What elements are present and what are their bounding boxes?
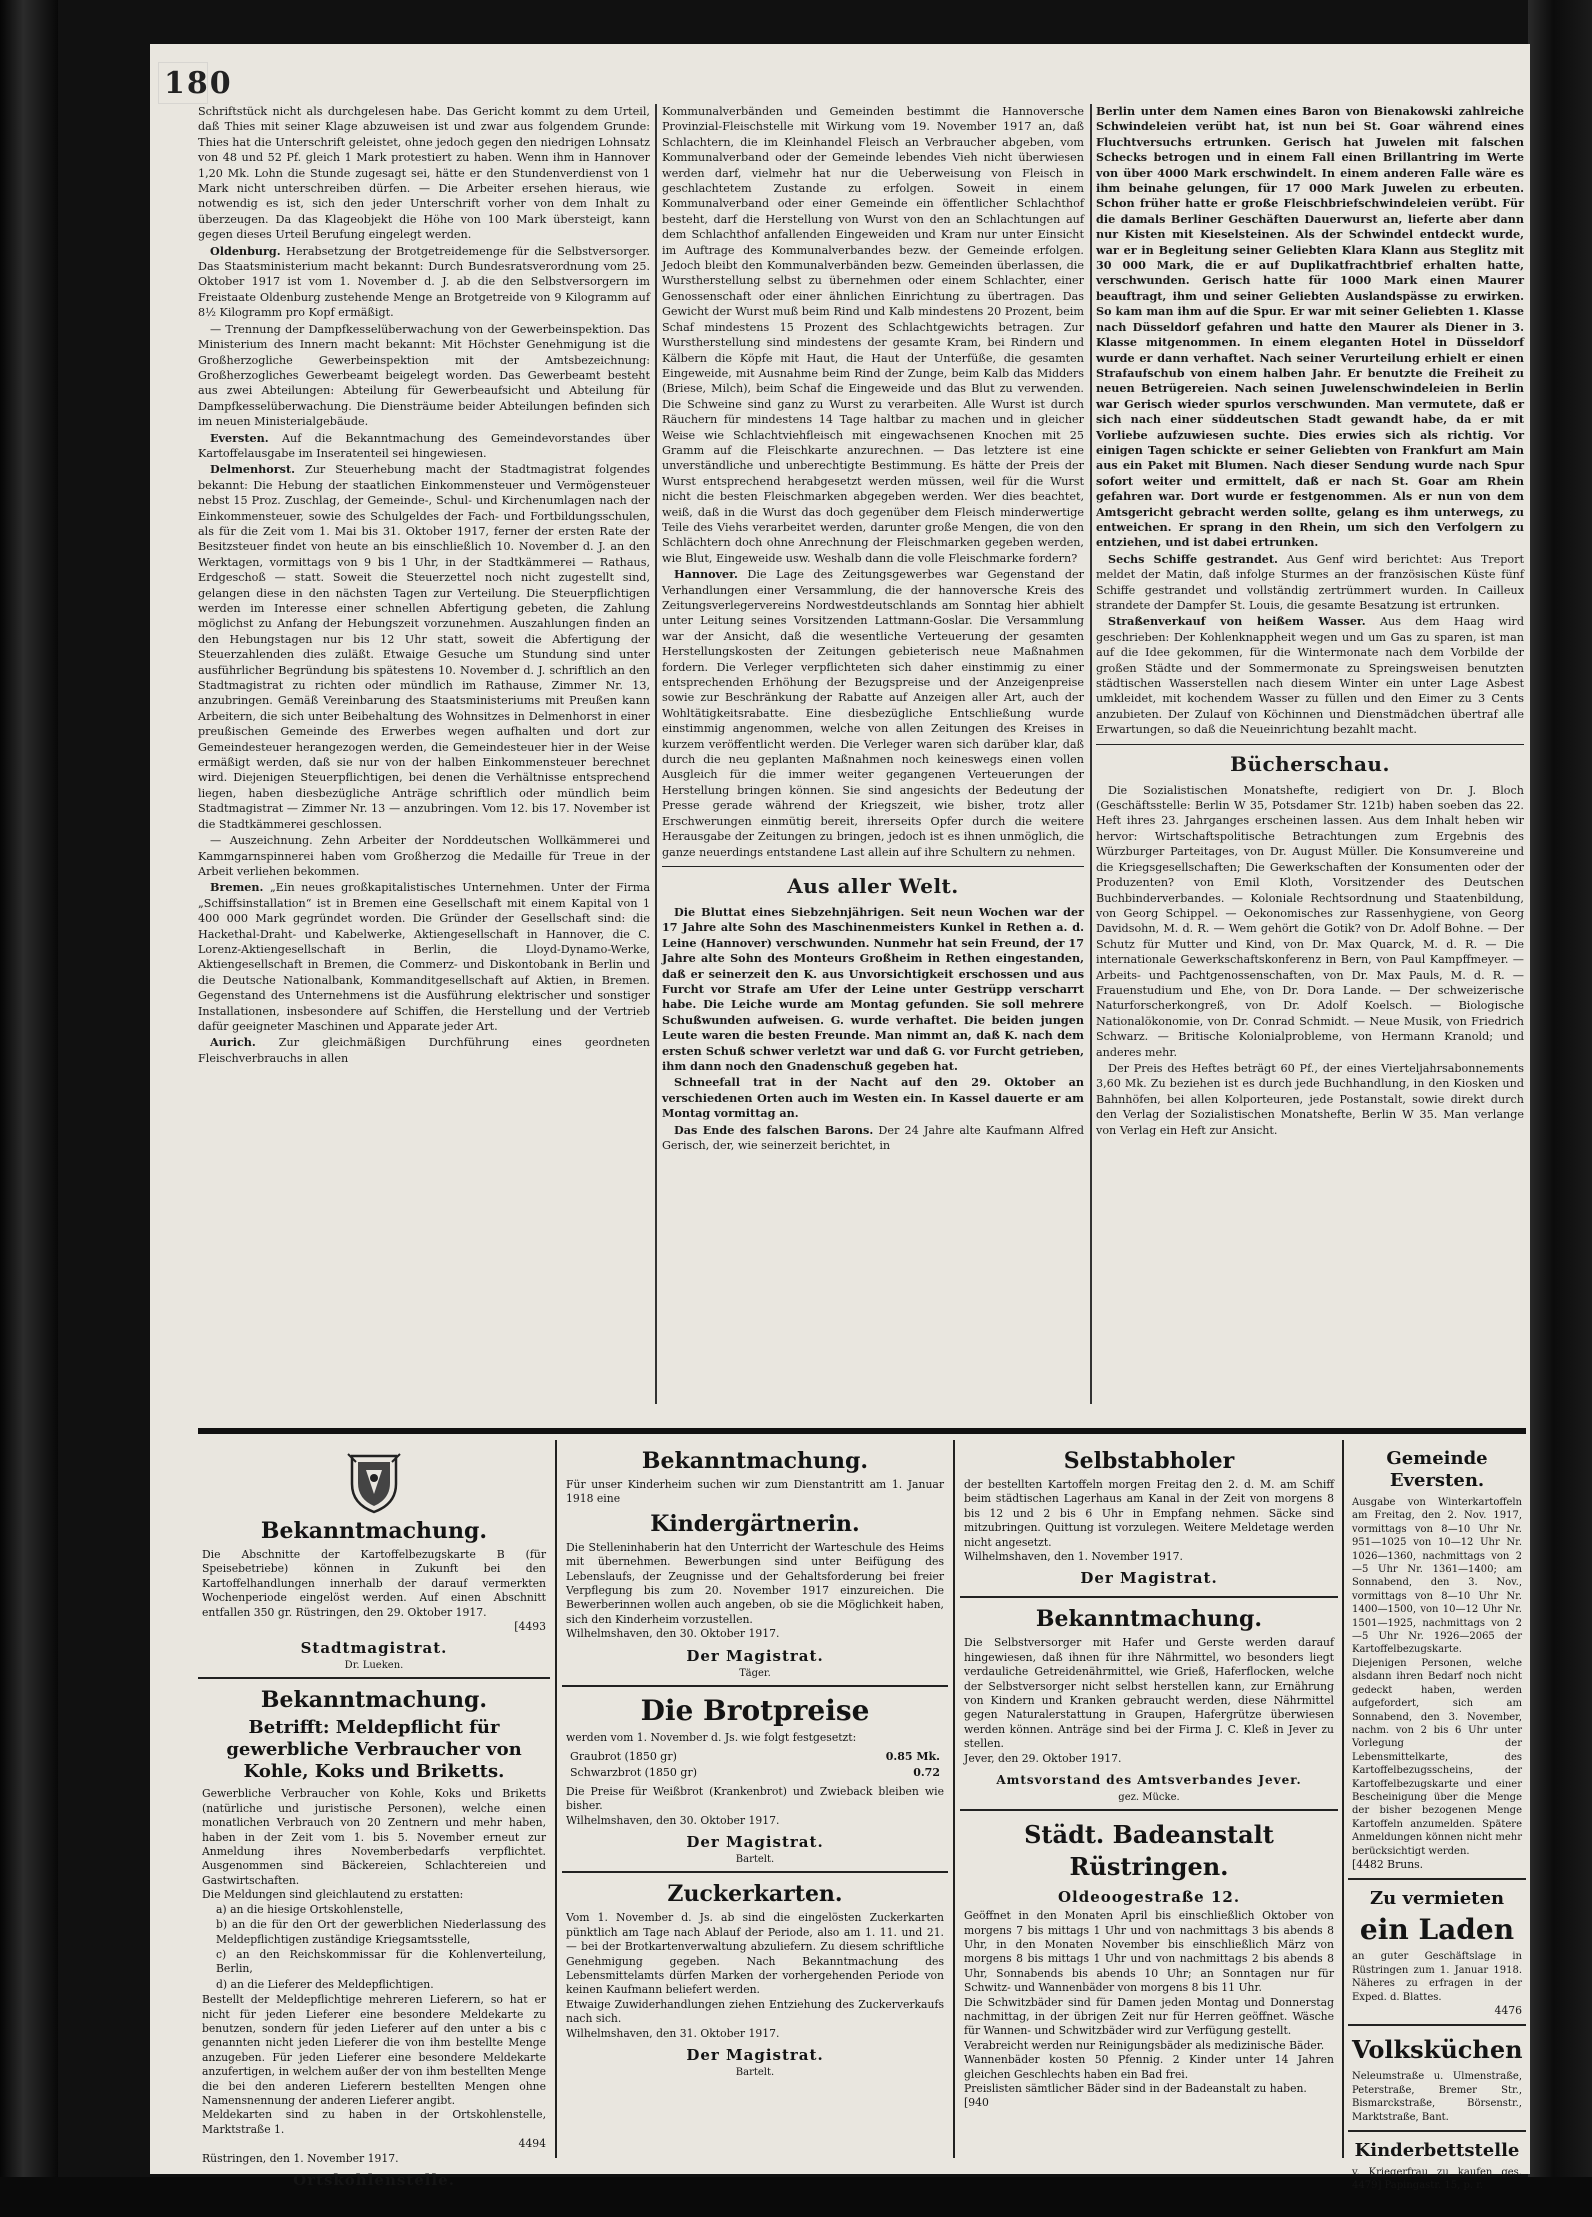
notice-text: Die Schwitzbäder sind für Damen jeden Montag und Donnerstag nachmittag, in der übrigen Zeit nur für Herren geöffnet. Wäsche für Wannen- und Schwitzbäder wird zur Verfügung gestellt.	[964, 1995, 1334, 2038]
column-1	[198, 104, 650, 1414]
notice-title: Bekanntmachung.	[641, 1448, 869, 1474]
ad-column-2	[562, 1440, 948, 2158]
notice-text: Die Selbstversorger mit Hafer und Gerste werden darauf hingewiesen, daß ihnen für ihre Nährmittel, wo besonders liegt verdauliche Getreidenährmittel, wie Grieß, Haferflocken, welche der Selbstversorger nicht selbst herstellen kann, zur Ernährung von Kindern und Kranken gebraucht werden, diese Nährmittel gegen Naturalerstattung in Graupen, Hafergrütze überwiesen werden können. Anträge sind bei der Firma J. C. Kleß in Jever zu stellen.	[964, 1636, 1334, 1751]
notice-place-date: Wilhelmshaven, den 30. Oktober 1917.	[566, 1813, 780, 1827]
section-rule	[1096, 744, 1524, 745]
ad-divider	[953, 1440, 955, 2158]
section-rule	[662, 866, 1084, 867]
notice-title: Bekanntmachung.	[260, 1687, 488, 1714]
article-paragraph: Bremen. „Ein neues großkapitalistisches Unternehmen. Unter der Firma „Schiffsinstallation“ ist in Bremen eine Gesellschaft mit einem Kapital von 1 400 000 Mark gegründet worden. Die Gründer der Gesellschaft sind: die Hackethal-Draht- und Kabelwerke, Aktiengesellschaft in Hannover, die C. Lorenz-Aktiengesellschaft in Berlin, die Lloyd-Dynamo-Werke, Aktiengesellschaft in Bremen, die Commerz- und Diskontobank in Berlin und die Deutsche Nationalbank, Kommanditgesellschaft auf Aktien, in Bremen. Gegenstand des Unternehmens ist die Ausführung elektrischer und sonstiger Installationen, insbesondere auf Schiffen, die Herstellung und der Vertrieb dafür geeigneter Maschinen und Apparate jeder Art.	[198, 880, 650, 1033]
article-paragraph: Die Bluttat eines Siebzehnjährigen. Seit neun Wochen war der 17 Jahre alte Sohn des Maschinenmeisters Kunkel in Rethen a. d. Leine (Hannover) verschwunden. Nunmehr hat sein Freund, der 17 Jahre alte Sohn des Monteurs Großheim in Rethen eingestanden, daß er seinerzeit den K. aus Unvorsichtigkeit erschossen und aus Furcht vor Strafe am Ufer der Leine unter Gestrüpp verscharrt habe. Die Leiche wurde am Montag gefunden. Sie soll mehrere Schußwunden aufweisen. G. wurde verhaftet. Die beiden jungen Leute waren die besten Freunde. Man nimmt an, daß K. nach dem ersten Schuß schwer verletzt war und daß G. vor Furcht getrieben, ihm dann noch den Gnadenschuß gegeben hat.	[662, 904, 1084, 1073]
article-paragraph: Schneefall trat in der Nacht auf den 29. Oktober an verschiedenen Orten auch im Westen ein. In Kassel dauerte er am Montag vormittag an.	[662, 1075, 1084, 1121]
ad-number	[1352, 1858, 1522, 1872]
ad-number-value: [4482	[1352, 1857, 1384, 1871]
notice-signer: Bartelt.	[735, 1854, 775, 1866]
notice-text: Wannenbäder kosten 50 Pfennig. 2 Kinder unter 14 Jahren gleichen Geschlechts haben ein Bad frei.	[964, 2053, 1334, 2081]
notice-block	[198, 1679, 550, 2198]
list-item: a) an die hiesige Ortskohlenstelle,	[216, 1902, 404, 1916]
table-row	[566, 1765, 944, 1781]
notice-text: Meldekarten sind zu haben in der Ortskohlenstelle, Marktstraße 1.	[202, 2108, 546, 2136]
notice-place-date: Rüstringen, den 1. November 1917.	[202, 2151, 399, 2165]
notice-subtitle: Oldeoogestraße 12.	[1057, 1888, 1241, 1907]
notice-title: Kindergärtnerin.	[650, 1510, 860, 1537]
article-paragraph: Die Sozialistischen Monatshefte, redigiert von Dr. J. Bloch (Geschäftsstelle: Berlin W 35, Potsdamer Str. 121b) haben soeben das 22. Heft ihres 23. Jahrganges erscheinen lassen. Aus dem Inhalt heben wir hervor: Wirtschaftspolitische Betrachtungen zum Ergebnis des Würzburger Parteitages, von Dr. August Müller. Die Konsumvereine und die Kriegsgesellschaften; Die Gewerkschaften der Konsumenten oder der Produzenten? von Emil Kloth, Vorsitzender des Deutschen Buchbinderverbandes. — Koloniale Rechtsordnung und Staatenbildung, von Georg Schippel. — Oekonomisches zur Rassenhygiene, von Georg Davidsohn, M. d. R. — Wem gehört die Gotik? von Dr. Adolf Bohne. — Der Schutz für Mutter und Kind, von Dr. Max Quarck, M. d. R. — Die internationale Gewerkschaftskonferenz in Bern, von Paul Kampffmeyer. — Arbeits- und Pachtgenossenschaften, von Dr. Max Pauls, M. d. R. — Frauenstudium und Ehe, von Dr. Dora Lande. — Der schweizerische Naturforscherkongreß, von Dr. Adolf Koelsch. — Biologische Nationalökonomie, von Dr. Conrad Schmidt. — Neue Musik, von Friedrich Schwarz. — Britische Kolonialprobleme, von Hermann Kranold; und anderes mehr.	[1096, 783, 1524, 1059]
notice-title: Bekanntmachung.	[260, 1518, 488, 1544]
notice-signer: Täger.	[739, 1667, 771, 1679]
notice-block	[960, 1440, 1338, 1598]
ad-divider	[1342, 1440, 1344, 2158]
notice-signature: Ortskohlenstelle.	[293, 2171, 455, 2189]
notice-list-head: Die Meldungen sind gleichlautend zu erstatten:	[202, 1888, 464, 1902]
notice-title: Städt. Badeanstalt Rüstringen.	[1024, 1820, 1274, 1882]
notice-block	[562, 1440, 948, 1687]
list-item: b) an die für den Ort der gewerblichen Niederlassung des Meldepflichtigen zuständige Kriegsamtsstelle,	[216, 1918, 546, 1946]
rental-ad	[1348, 1880, 1526, 2026]
notice-signature: Der Magistrat.	[1080, 1569, 1218, 1588]
column-3	[1096, 104, 1524, 1414]
ad-number: 4494	[518, 2137, 546, 2151]
price-label: Schwarzbrot (1850 gr)	[570, 1766, 698, 1780]
notice-text: Preislisten sämtlicher Bäder sind in der Badeanstalt zu haben.	[964, 2081, 1307, 2095]
notice-text: Vom 1. November d. Js. ab sind die eingelösten Zuckerkarten pünktlich am Tage nach Ablauf der Periode, also am 1. 11. und 21. — bei der Brotkartenverwaltung abzuliefern. Zu diesem schriftliche Genehmigung gegeben. Nach Bekanntmachung des Lebensmittelamts dürfen Marken der vorhergehenden Periode von keinen Kaufmann beliefert werden.	[566, 1911, 944, 1997]
table-row	[566, 1749, 944, 1765]
article-paragraph: Sechs Schiffe gestrandet. Aus Genf wird berichtet: Aus Treport meldet der Matin, daß infolge Sturmes an der französischen Küste fünf Schiffe gestrandet und vollständig zertrümmert wurden. In Cailleux strandete der Dampfer St. Louis, die gesamte Besatzung ist ertrunken.	[1096, 551, 1524, 612]
article-paragraph: Aurich. Zur gleichmäßigen Durchführung eines geordneten Fleischverbrauchs in allen	[198, 1035, 650, 1065]
classified-ad	[1348, 2132, 1526, 2199]
list-item: c) an den Reichskommissar für die Kohlenverteilung, Berlin,	[216, 1947, 546, 1976]
article-paragraph: Delmenhorst. Zur Steuerhebung macht der Stadtmagistrat folgendes bekannt: Die Hebung der staatlichen Einkommensteuer und Vermögensteuer nebst 15 Proz. Zuschlag, der Gemeinde-, Schul- und Kirchenumlagen nach der Einkommensteuer, sowie des Schulgeldes der Fach- und Fortbildungsschulen, als für die Zeit vom 1. Mai bis 31. Oktober 1917, ferner der ersten Rate der Besitzsteuer findet von heute an bis einschließlich 10. November d. J. an den Werktagen, vormittags von 9 bis 1 Uhr, in der Stadtkämmerei — Rathaus, Erdgeschoß — statt. Soweit die Steuerzettel noch nicht zugestellt sind, gelangen diese in den nächsten Tagen zur Verteilung. Die Steuerpflichtigen werden im Interesse einer schnellen Abfertigung gebeten, die Zahlung möglichst zu Anfang der Hebungszeit vorzunehmen. Auszahlungen finden an den Hebungstagen nur bis 12 Uhr statt, soweit die Abfertigung der Steuerzahlenden dies zuläßt. Etwaige Gesuche um Stundung sind unter ausführlicher Begründung bis spätestens 10. November d. J. schriftlich an den Stadtmagistrat zu richten oder mündlich im Rathause, Zimmer Nr. 13, anzubringen. Gemäß Vereinbarung des Staatsministeriums mit Preußen kann Arbeitern, die sich unter Beibehaltung des Wohnsitzes in Delmenhorst in einer preußischen Gemeinde des Erwerbes wegen aufhalten und dort zur Gemeindesteuer herangezogen werden, die Gemeindesteuer hier in der Weise ermäßigt werden, daß sie nur von der halben Einkommensteuer berechnet wird. Diejenigen Steuerpflichtigen, bei denen die Verhältnisse entsprechend liegen, haben diesbezügliche Anträge schriftlich oder mündlich beim Stadtmagistrat — Zimmer Nr. 13 — anzubringen. Vom 12. bis 17. November ist die Stadtkämmerei geschlossen.	[198, 462, 651, 831]
article-paragraph: Straßenverkauf von heißem Wasser. Aus dem Haag wird geschrieben: Der Kohlenknappheit wegen und um Gas zu sparen, ist man auf die Idee gekommen, für die Wintermonate nach dem Vorbilde der großen Städte und der Sommermonate zu Spreingsweisen benutzten städtischen Wasserstellen nach diesem Winter ein unter Lage Asbest umkleidet, mit kochendem Wasser zu füllen und den Eimer zu 3 Cents anzubieten. Der Zulauf von Köchinnen und Dienstmädchen übertraf alle Erwartungen, so daß die Neueinrichtung bezahlt macht.	[1096, 614, 1525, 737]
notice-place-date: Wilhelmshaven, den 30. Oktober 1917.	[566, 1627, 780, 1641]
ad-title: Kinderbettstelle	[1354, 2140, 1520, 2162]
section-heading: Bücherschau.	[1230, 751, 1390, 776]
notice-title: Selbstabholer	[1063, 1448, 1235, 1474]
notice-text: werden vom 1. November d. Js. wie folgt festgesetzt:	[566, 1730, 857, 1744]
price-label: Graubrot (1850 gr)	[570, 1750, 677, 1764]
price-value: 0.72	[913, 1766, 940, 1780]
price-value: 0.85 Mk.	[885, 1750, 940, 1764]
notice-text: Diejenigen Personen, welche alsdann ihren Bedarf noch nicht gedeckt haben, werden aufgefordert, sich am Sonnabend, den 3. November, nachm. von 2 bis 6 Uhr unter Vorlegung der Lebensmittelkarte, des Kartoffelbezugsscheins, der Kartoffelbezugskarte und einer Bescheinigung über die Menge der bisher bezogenen Menge Kartoffeln anzumelden. Spätere Anmeldungen können nicht mehr berücksichtigt werden.	[1352, 1657, 1522, 1857]
notice-text: Für unser Kinderheim suchen wir zum Dienstantritt am 1. Januar 1918 eine	[566, 1478, 944, 1506]
notice-signature: Der Magistrat.	[686, 1646, 824, 1665]
notice-text: Gewerbliche Verbraucher von Kohle, Koks und Briketts (natürliche und juristische Personen), welche einen monatlichen Verbrauch von 20 Zentnern und mehr haben, haben in der Zeit vom 1. bis 5. November erneut zur Anmeldung ihres Novemberbedarfs verpflichtet. Ausgenommen sind Bäckereien, Schlachtereien und Gastwirtschaften.	[202, 1787, 546, 1887]
advertisement-section	[198, 1428, 1526, 2192]
notice-signer: Dr. Lueken.	[344, 1660, 404, 1672]
article-paragraph: Oldenburg. Herabsetzung der Brotgetreidemenge für die Selbstversorger. Das Staatsministerium macht bekannt: Durch Bundesratsverordnung vom 25. Oktober 1917 ist vom 1. November d. J. ab die den Selbstversorgern im Freistaate Oldenburg zustehende Menge an Brotgetreide von 9 Kilogramm auf 8½ Kilogramm pro Kopf ermäßigt.	[198, 243, 650, 320]
notice-block	[562, 1687, 948, 1874]
notice-text: Geöffnet in den Monaten April bis einschließlich Oktober von morgens 7 bis mittags 1 Uhr und von nachmittags 3 bis abends 8 Uhr, in den Monaten November bis einschließlich März von morgens 8 bis mittags 1 Uhr und von nachmittags 2 bis abends 8 Uhr, Sonnabends bis abends 10 Uhr; an Sonntagen nur für Schwitz- und Wannenbäder von morgens 8 bis 11 Uhr.	[964, 1909, 1334, 1995]
notice-title: Gemeinde Eversten.	[1386, 1448, 1488, 1491]
article-paragraph: Das Ende des falschen Barons. Der 24 Jahre alte Kaufmann Alfred Gerisch, der, wie seinerzeit berichtet, in	[662, 1122, 1084, 1152]
list-item: d) an die Lieferer des Meldepflichtigen.	[216, 1977, 434, 1991]
column-divider	[655, 104, 657, 1404]
notice-text: Verabreicht werden nur Reinigungsbäder als medizinische Bäder.	[964, 2038, 1325, 2052]
ad-text: Neleumstraße u. Ulmenstraße, Peterstraße, Bremer Str., Bismarckstraße, Börsenstr., Marktstraße, Bant.	[1352, 2071, 1522, 2123]
article-paragraph: Der Preis des Heftes beträgt 60 Pf., der eines Vierteljahrsabonnements 3,60 Mk. Zu beziehen ist es durch jede Buchhandlung, in den Kiosken und Bahnhöfen, bei allen Kolporteuren, jede Postanstalt, sowie direkt durch den Verlag der Sozialistischen Monatshefte, Berlin W 35. Man verlange von Verlag ein Heft zur Ansicht.	[1096, 1061, 1524, 1137]
article-paragraph: Hannover. Die Lage des Zeitungsgewerbes war Gegenstand der Verhandlungen einer Versammlung, die der hannoversche Kreis des Zeitungsverlegervereins Nordwestdeutschlands am Sonntag hier abhielt unter Leitung seines Vorsitzenden Lattmann-Goslar. Die Versammlung war der Ansicht, daß die wesentliche Verteuerung der gesamten Herstellungskosten der Zeitungen gebieterisch neue Maßnahmen fordern. Die Verleger verpflichteten sich daher einstimmig zu einer entsprechenden Erhöhung der Bezugspreise und der Anzeigenpreise sowie zur Beschränkung der Rabatte auf Anzeigen aller Art, auch der Wohltätigkeitsrabatte. Eine diesbezügliche Entschließung wurde einstimmig angenommen, welche von allen Zeitungen des Kreises in kurzem veröffentlicht werden. Die Verleger waren sich darüber klar, daß durch die neu geplanten Maßnahmen noch keineswegs einen vollen Ausgleich für die immer weiter gegangenen Verteuerungen der Herstellung bringen können. Sie sind angesichts der Bedeutung der Presse gerade während der Kriegszeit, wie bisher, trotz aller Erschwerungen einmütig bereit, ihrerseits Opfer durch die weitere Herausgabe der Zeitungen zu bringen, jedoch ist es ihnen unmöglich, die ganze neuerdings entstandene Last allein auf ihre Schultern zu nehmen.	[662, 567, 1084, 859]
book-binding	[0, 0, 58, 2217]
notice-block	[960, 1811, 1338, 2117]
ad-number: 4476	[1494, 2004, 1522, 2017]
coat-of-arms-icon	[344, 1450, 404, 1514]
notice-text: Ausgabe von Winterkartoffeln am Freitag, den 2. Nov. 1917, vormittags von 8—10 Uhr Nr. 951—1025 von 10—12 Uhr Nr. 1026—1360, nachmittags von 2—5 Uhr Nr. 1361—1400; am Sonnabend, den 3. Nov., vormittags von 8—10 Uhr Nr. 1400—1500, von 10—12 Uhr Nr. 1501—1925, nachmittags von 2—5 Uhr Nr. 1926—2065 der Kartoffelbezugskarte.	[1352, 1497, 1522, 1656]
ad-column-3	[960, 1440, 1338, 2158]
notice-list	[202, 1903, 546, 1992]
ad-title: ein Laden	[1359, 1913, 1515, 1947]
notice-text: Die Preise für Weißbrot (Krankenbrot) und Zwieback bleiben wie bisher.	[566, 1785, 944, 1813]
ad-text: v. Kriegerfrau zu kaufen ges. 4479] Papingastr. 15, p. r.	[1352, 2167, 1522, 2192]
notice-place-date: Wilhelmshaven, den 1. November 1917.	[964, 1550, 1183, 1564]
notice-signer: gez. Mücke.	[1118, 1792, 1180, 1804]
newspaper-page	[150, 44, 1530, 2192]
volkskuechen-ad	[1348, 2026, 1526, 2132]
page-edge	[1528, 0, 1592, 2217]
notice-subtitle: Betrifft: Meldepflicht für gewerbliche Verbraucher von Kohle, Koks und Briketts.	[226, 1717, 522, 1783]
notice-block	[562, 1873, 948, 2084]
price-table	[566, 1749, 944, 1781]
notice-title: Bekanntmachung.	[1035, 1606, 1263, 1633]
notice-signature: Der Magistrat.	[686, 1833, 824, 1852]
notice-place-date: Wilhelmshaven, den 31. Oktober 1917.	[566, 2026, 780, 2040]
column-2	[662, 104, 1084, 1414]
article-paragraph: Berlin unter dem Namen eines Baron von Bienakowski zahlreiche Schwindeleien verübt hat, ist nun bei St. Goar während eines Fluchtversuchs ertrunken. Gerisch hat Juwelen mit falschen Schecks betrogen und in einem Fall einen Brillantring im Werte von über 4000 Mark erschwindelt. In einem anderen Falle wäre es ihm beinahe gelungen, für 17 000 Mark Juwelen zu erbeuten. Schon früher hatte er große Fleischbriefschwindeleien verübt. Für die damals Berliner Geschäften Dauerwurst an, lieferte aber dann nur Kisten mit Kieselsteinen. Als der Schwindel entdeckt wurde, war er in Begleitung seiner Geliebten Klara Klann aus Steglitz mit 30 000 Mark, die er auf Duplikatfrachtbrief erhalten hatte, verschwunden. Gerisch hatte für 1000 Mark einen Maurer beauftragt, ihm und seiner Geliebten Auslandspässe zu erwirken. So kam man ihm auf die Spur. Er war mit seiner Geliebten 1. Klasse nach Düsseldorf gefahren und hatte den Maurer als Diener in 3. Klasse mitgenommen. In einem eleganten Hotel in Düsseldorf wurde er dann verhaftet. Nach seiner Verurteilung erhielt er einen Strafaufschub von einem halben Jahr. Er benutzte die Freiheit zu neuen Betrügereien. Nach seinen Juwelenschwindeleien in Berlin war Gerisch wieder spurlos verschwunden. Man vermutete, daß er sich nach einer süddeutschen Stadt gewandt habe, da er mit Vorliebe aufzuwiesen suchte. Dies erwies sich als richtig. Vor einigen Tagen schickte er seiner Geliebten von Frankfurt am Main aus ein Paket mit Blumen. Nach dieser Sendung wurde nach Spur sofort weiter und ermittelt, daß er nach St. Goar am Rhein gefahren war. Dort wurde er festgenommen. Als er nun von dem Amtsgericht gebracht werden sollte, gelang es ihm unterwegs, zu entweichen. Er sprang in den Rhein, um sich den Verfolgern zu entziehen, und ist dabei ertrunken.	[1096, 104, 1524, 550]
page-number: 180	[164, 66, 233, 101]
notice-signer: Bruns.	[1387, 1857, 1424, 1871]
notice-text: Die Stelleninhaberin hat den Unterricht der Warteschule des Heims mit übernehmen. Bewerbungen sind unter Beifügung des Lebenslaufs, der Zeugnisse und der Gehaltsforderung bei freier Verpflegung bis zum 20. November 1917 einzureichen. Die Bewerberinnen wollen auch angeben, ob sie die Möglichkeit haben, sich den Kinderheim vorzustellen.	[566, 1540, 944, 1626]
column-divider	[1090, 104, 1092, 1404]
ad-title: Volksküchen	[1352, 2035, 1523, 2065]
ad-number: [940	[964, 2096, 989, 2110]
ad-number: [4493	[514, 1620, 546, 1634]
notice-signer: Bartelt.	[735, 2066, 775, 2078]
section-heading: Aus aller Welt.	[787, 873, 959, 898]
notice-block	[960, 1598, 1338, 1811]
ad-title: Zu vermieten	[1369, 1888, 1505, 1910]
ad-column-1	[198, 1440, 550, 2189]
notice-title: Die Brotpreise	[640, 1693, 870, 1727]
article-paragraph: Eversten. Auf die Bekanntmachung des Gemeindevorstandes über Kartoffelausgabe im Inseratenteil sei hingewiesen.	[198, 430, 650, 460]
article-paragraph: — Trennung der Dampfkesselüberwachung von der Gewerbeinspektion. Das Ministerium des Innern macht bekannt: Mit Höchster Genehmigung ist die Großherzogliche Gewerbeinspektion mit der Amtsbezeichnung: Großherzogliches Gewerbeamt beigelegt worden. Das Gewerbeamt besteht aus zwei Abteilungen: Abteilung für Gewerbeaufsicht und Abteilung für Dampfkesselüberwachung. Die Diensträume beider Abteilungen befinden sich im neuen Ministerialgebäude.	[198, 322, 650, 429]
notice-block	[198, 1440, 550, 1679]
notice-text: Etwaige Zuwiderhandlungen ziehen Entziehung des Zuckerverkaufs nach sich.	[566, 1997, 944, 2026]
notice-signature: Amtsvorstand des Amtsverbandes Jever.	[996, 1773, 1302, 1788]
notice-signature: Der Magistrat.	[686, 2045, 824, 2064]
notice-text: Bestellt der Meldepflichtige mehreren Lieferern, so hat er nicht für jeden Lieferer eine besondere Meldekarte zu benutzen, sondern für jeden Lieferer auf den unter a bis c genannten nicht jeden Lieferer die von ihm bestellte Menge anzugeben. Für jeden Lieferer eine besondere Meldekarte anzufertigen, in welchem außer der von ihm bestellten Menge die bei den anderen Lieferern bestellten Mengen ohne Namensnennung der anderen Lieferer angibt.	[202, 1993, 546, 2107]
ad-text: an guter Geschäftslage in Rüstringen zum 1. Januar 1918. Näheres zu erfragen in der Exped. d. Blattes.	[1352, 1951, 1522, 2003]
notice-signature: Stadtmagistrat.	[300, 1639, 448, 1658]
notice-title: Zuckerkarten.	[667, 1881, 843, 1908]
ad-divider	[555, 1440, 557, 2158]
notice-place-date: Jever, den 29. Oktober 1917.	[964, 1751, 1122, 1765]
notice-text: der bestellten Kartoffeln morgen Freitag den 2. d. M. am Schiff beim städtischen Lagerhaus am Kanal in der Zeit von morgens 8 bis 12 und 2 bis 6 Uhr in Empfang nehmen. Säcke sind mitzubringen. Quittung ist vorzulegen. Weitere Meldetage werden nicht angesetzt.	[964, 1478, 1334, 1549]
article-paragraph: — Auszeichnung. Zehn Arbeiter der Norddeutschen Wollkämmerei und Kammgarnspinnerei haben vom Großherzog die Medaille für Treue in der Arbeit verliehen bekommen.	[198, 834, 650, 878]
article-paragraph: Schriftstück nicht als durchgelesen habe. Das Gericht kommt zu dem Urteil, daß Thies mit seiner Klage abzuweisen ist und zwar aus folgendem Grunde: Thies hat die Unterschrift geleistet, ohne jedoch gegen den niedrigen Lohnsatz von 48 und 52 Pf. gleich 1 Mark protestiert zu haben. Wenn ihm in Hannover 1,20 Mk. Lohn die Stunde zugesagt sei, hätte er den Stundenverdienst von 1 Mark nicht unterschreiben dürfen. — Die Arbeiter ersehen hieraus, wie notwendig es ist, sich den jeder Unterschrift vorher von dem Inhalt zu überzeugen. Da das Klageobjekt die Höhe von 100 Mark übersteigt, kann gegen dieses Urteil Berufung eingelegt werden.	[198, 105, 650, 242]
ad-column-4	[1348, 1440, 1526, 2192]
notice-block	[1348, 1440, 1526, 1880]
article-paragraph: Kommunalverbänden und Gemeinden bestimmt die Hannoversche Provinzial-Fleischstelle mit Wirkung vom 19. November 1917 an, daß Schlachtern, die im Kleinhandel Fleisch an Verbraucher abgeben, vom Kommunalverband oder der Gemeinde lebendes Vieh nicht überwiesen werden darf, vielmehr hat nur die Ueberweisung von Fleisch in geschlachtetem Zustande zu erfolgen. Soweit in einem Kommunalverband oder einer Gemeinde ein öffentlicher Schlachthof besteht, darf die Herstellung von Wurst von den an Schlachtungen auf dem Schlachthof anfallenden Eingeweiden und Kram nur unter Einsicht im Auftrage des Kommunalverbandes bezw. der Gemeinde erfolgen. Jedoch bleibt den Kommunalverbänden bezw. Gemeinden überlassen, die Wurstherstellung selbst zu übernehmen oder einem Schlachter, einer Genossenschaft oder einer ähnlichen Einrichtung zu übertragen. Das Gewicht der Wurst muß beim Rind und Kalb mindestens 20 Prozent, beim Schaf mindestens 15 Prozent des Schlachtgewichts betragen. Zur Wurstherstellung sind mindestens der gesamte Kram, bei Rindern und Kälbern die Köpfe mit Haut, die Haut der Unterfüße, die gesamten Eingeweide, mit Ausnahme beim Rind der Zunge, beim Kalb das Midders (Briese, Milch), beim Schaf die Eingeweide und das Blut zu verwenden. Die Schweine sind ganz zu Wurst zu verarbeiten. Alle Wurst ist durch Räuchern für mindestens 14 Tage haltbar zu machen und in gleicher Weise wie Schlachtviehfleisch mit eingewachsenen Knochen mit 25 Gramm auf die Fleischkarte anzurechnen. — Das letztere ist eine unverständliche und unberechtigte Bestimmung. Es hätte der Preis der Wurst entsprechend herabgesetzt werden müssen, weil für die Wurst nicht die besten Fleischmarken abgegeben werden. Wer dies beachtet, weiß, daß in die Wurst das doch gegenüber dem Fleisch minderwertige Teile des Viehs verarbeitet werden, darunter große Mengen, die von den Schlächtern doch ohne Anrechnung der Fleischmarken gegeben werden, wie Blut, Eingeweide usw. Weshalb dann die volle Fleischmarke fordern?	[662, 105, 1084, 565]
notice-text: Die Abschnitte der Kartoffelbezugskarte B (für Speisebetriebe) können in Zukunft bei den Kartoffelhandlungen innerhalb der darauf vermerkten Wochenperiode eingelöst werden. Auf einen Abschnitt entfallen 350 gr. Rüstringen, den 29. Oktober 1917.	[202, 1548, 546, 1619]
